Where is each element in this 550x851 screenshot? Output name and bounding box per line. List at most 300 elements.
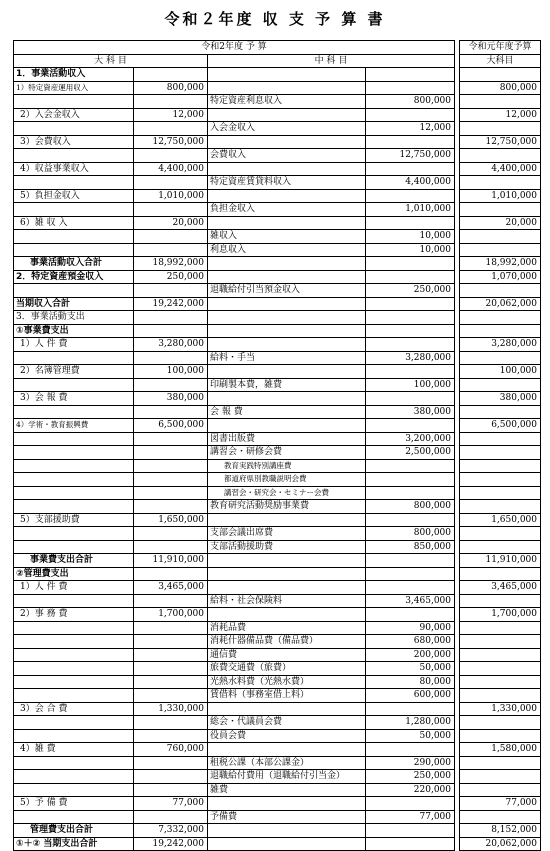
- prev-year-amount-cell: [460, 122, 541, 136]
- table-row: [14, 95, 541, 109]
- middle-item-cell: 支部活動援助費: [208, 540, 366, 554]
- major-item-cell: 1）人 件 費: [14, 581, 134, 595]
- prev-year-amount-cell: 12,750,000: [460, 135, 541, 149]
- table-row: [14, 108, 541, 122]
- middle-amount-cell: 380,000: [366, 405, 455, 419]
- middle-amount-cell: 12,750,000: [366, 149, 455, 163]
- major-item-cell: [14, 446, 134, 460]
- major-item-cell: [14, 675, 134, 689]
- middle-amount-cell: [366, 338, 455, 352]
- major-amount-cell: 19,242,000: [134, 837, 208, 851]
- major-amount-cell: [134, 486, 208, 500]
- middle-item-cell: 利息収入: [208, 243, 366, 257]
- prev-year-amount-cell: [460, 689, 541, 703]
- major-amount-cell: [134, 567, 208, 581]
- table-row: [14, 567, 541, 581]
- table-row: [14, 392, 541, 406]
- major-item-cell: [14, 689, 134, 703]
- middle-item-cell: [208, 608, 366, 622]
- major-amount-cell: [134, 446, 208, 460]
- middle-item-cell: 予備費: [208, 810, 366, 824]
- middle-amount-cell: 290,000: [366, 756, 455, 770]
- major-amount-cell: [134, 176, 208, 190]
- major-item-cell: ①事業費支出: [14, 324, 134, 338]
- header-row-1: [14, 41, 541, 55]
- prev-year-amount-cell: [460, 810, 541, 824]
- major-amount-cell: 6,500,000: [134, 419, 208, 433]
- prev-year-amount-cell: 8,152,000: [460, 824, 541, 838]
- prev-year-amount-cell: [460, 405, 541, 419]
- major-amount-cell: 800,000: [134, 81, 208, 95]
- prev-year-amount-cell: [460, 68, 541, 82]
- major-amount-cell: 250,000: [134, 270, 208, 284]
- middle-amount-cell: [366, 68, 455, 82]
- table-row: [14, 365, 541, 379]
- middle-amount-cell: [366, 135, 455, 149]
- major-amount-cell: 3,280,000: [134, 338, 208, 352]
- middle-item-cell: 入会金収入: [208, 122, 366, 136]
- prev-year-amount-cell: [460, 527, 541, 541]
- prev-year-amount-cell: [460, 662, 541, 676]
- middle-item-cell: 退職給付引当預金収入: [208, 284, 366, 298]
- major-amount-cell: [134, 783, 208, 797]
- prev-year-amount-cell: 1,700,000: [460, 608, 541, 622]
- prev-year-amount-cell: [460, 770, 541, 784]
- major-item-cell: [14, 284, 134, 298]
- table-row: [14, 837, 541, 851]
- prev-year-amount-cell: 380,000: [460, 392, 541, 406]
- major-item-cell: ①＋② 当期支出合計: [14, 837, 134, 851]
- middle-amount-cell: 100,000: [366, 378, 455, 392]
- major-amount-cell: [134, 689, 208, 703]
- major-amount-cell: 12,000: [134, 108, 208, 122]
- major-item-cell: 4）学術・教育振興費: [14, 419, 134, 433]
- prev-year-amount-cell: 1,650,000: [460, 513, 541, 527]
- prev-year-amount-cell: [460, 675, 541, 689]
- prev-year-amount-cell: 20,062,000: [460, 837, 541, 851]
- major-amount-cell: [134, 621, 208, 635]
- budget-table: [13, 40, 541, 851]
- prev-year-amount-cell: [460, 203, 541, 217]
- middle-amount-cell: [366, 837, 455, 851]
- middle-amount-cell: [366, 189, 455, 203]
- major-item-cell: [14, 756, 134, 770]
- prev-year-amount-cell: [460, 500, 541, 514]
- prev-year-amount-cell: 6,500,000: [460, 419, 541, 433]
- prev-year-amount-cell: [460, 729, 541, 743]
- middle-amount-cell: 10,000: [366, 243, 455, 257]
- major-item-cell: [14, 594, 134, 608]
- middle-item-cell: 雑収入: [208, 230, 366, 244]
- table-row: [14, 797, 541, 811]
- major-amount-cell: [134, 243, 208, 257]
- middle-item-cell: [208, 365, 366, 379]
- major-amount-cell: [134, 675, 208, 689]
- middle-amount-cell: 800,000: [366, 95, 455, 109]
- major-item-cell: [14, 122, 134, 136]
- major-item-cell: [14, 770, 134, 784]
- major-amount-cell: [134, 95, 208, 109]
- middle-item-cell: 負担金収入: [208, 203, 366, 217]
- middle-item-cell: 雑費: [208, 783, 366, 797]
- table-row: [14, 540, 541, 554]
- middle-amount-cell: [366, 270, 455, 284]
- major-item-cell: [14, 635, 134, 649]
- prev-major-column-header: 大科目: [460, 54, 541, 68]
- middle-item-cell: [208, 108, 366, 122]
- major-item-cell: [14, 149, 134, 163]
- major-item-cell: [14, 176, 134, 190]
- table-row: [14, 351, 541, 365]
- major-item-cell: [14, 783, 134, 797]
- table-row: [14, 311, 541, 325]
- middle-item-cell: [208, 162, 366, 176]
- table-row: [14, 675, 541, 689]
- middle-item-cell: 賃借料（事務室借上料）: [208, 689, 366, 703]
- table-row: [14, 810, 541, 824]
- table-row: [14, 230, 541, 244]
- middle-amount-cell: 77,000: [366, 810, 455, 824]
- table-row: [14, 473, 541, 487]
- middle-amount-cell: 10,000: [366, 230, 455, 244]
- middle-item-cell: [208, 324, 366, 338]
- major-item-cell: 3）会費収入: [14, 135, 134, 149]
- major-column-header: 大 科 目: [14, 54, 208, 68]
- middle-amount-cell: 50,000: [366, 729, 455, 743]
- prev-year-amount-cell: 3,280,000: [460, 338, 541, 352]
- prev-year-amount-cell: [460, 716, 541, 730]
- prev-year-amount-cell: 1,070,000: [460, 270, 541, 284]
- major-amount-cell: 3,465,000: [134, 581, 208, 595]
- prev-year-amount-cell: [460, 473, 541, 487]
- middle-amount-cell: [366, 608, 455, 622]
- prev-year-amount-cell: [460, 324, 541, 338]
- middle-item-cell: 特定資産賃貸料収入: [208, 176, 366, 190]
- middle-amount-cell: [366, 743, 455, 757]
- prev-year-amount-cell: [460, 446, 541, 460]
- table-row: [14, 189, 541, 203]
- middle-item-cell: 会 報 費: [208, 405, 366, 419]
- table-row: [14, 743, 541, 757]
- middle-amount-cell: 90,000: [366, 621, 455, 635]
- middle-amount-cell: [366, 162, 455, 176]
- middle-amount-cell: [366, 311, 455, 325]
- middle-item-cell: 講習会・研修会費: [208, 446, 366, 460]
- major-item-cell: 3）会 合 費: [14, 702, 134, 716]
- major-item-cell: [14, 459, 134, 473]
- middle-item-cell: 旅費交通費（旅費）: [208, 662, 366, 676]
- prev-year-amount-cell: 20,062,000: [460, 297, 541, 311]
- prev-year-header: 令和元年度予算: [460, 41, 541, 55]
- major-amount-cell: [134, 716, 208, 730]
- major-amount-cell: [134, 122, 208, 136]
- middle-item-cell: 消耗品費: [208, 621, 366, 635]
- middle-item-cell: 支部会議出席費: [208, 527, 366, 541]
- major-item-cell: [14, 473, 134, 487]
- middle-amount-cell: 800,000: [366, 500, 455, 514]
- major-item-cell: 当期収入合計: [14, 297, 134, 311]
- middle-item-cell: [208, 270, 366, 284]
- prev-year-amount-cell: [460, 540, 541, 554]
- major-amount-cell: [134, 540, 208, 554]
- middle-amount-cell: 600,000: [366, 689, 455, 703]
- major-amount-cell: [134, 203, 208, 217]
- table-row: [14, 324, 541, 338]
- major-amount-cell: 4,400,000: [134, 162, 208, 176]
- major-item-cell: [14, 621, 134, 635]
- middle-item-cell: [208, 702, 366, 716]
- middle-amount-cell: [366, 257, 455, 271]
- middle-amount-cell: [366, 581, 455, 595]
- major-amount-cell: [134, 648, 208, 662]
- middle-item-cell: [208, 297, 366, 311]
- major-amount-cell: [134, 459, 208, 473]
- major-amount-cell: 1,650,000: [134, 513, 208, 527]
- major-amount-cell: 12,750,000: [134, 135, 208, 149]
- table-row: [14, 527, 541, 541]
- middle-item-cell: [208, 797, 366, 811]
- middle-item-cell: [208, 837, 366, 851]
- middle-amount-cell: [366, 486, 455, 500]
- prev-year-amount-cell: 1,580,000: [460, 743, 541, 757]
- major-amount-cell: 11,910,000: [134, 554, 208, 568]
- major-amount-cell: 380,000: [134, 392, 208, 406]
- table-row: [14, 635, 541, 649]
- middle-item-cell: 総会・代議員会費: [208, 716, 366, 730]
- table-row: [14, 581, 541, 595]
- table-row: [14, 662, 541, 676]
- major-item-cell: 2）事 務 費: [14, 608, 134, 622]
- middle-item-cell: [208, 338, 366, 352]
- major-item-cell: [14, 405, 134, 419]
- middle-amount-cell: [366, 824, 455, 838]
- middle-amount-cell: [366, 324, 455, 338]
- middle-amount-cell: [366, 81, 455, 95]
- middle-amount-cell: [366, 392, 455, 406]
- table-row: [14, 459, 541, 473]
- table-row: [14, 243, 541, 257]
- major-item-cell: 事業費支出合計: [14, 554, 134, 568]
- middle-item-cell: [208, 311, 366, 325]
- major-amount-cell: [134, 405, 208, 419]
- middle-item-cell: [208, 68, 366, 82]
- major-item-cell: 3）会 報 費: [14, 392, 134, 406]
- middle-amount-cell: 680,000: [366, 635, 455, 649]
- middle-item-cell: [208, 743, 366, 757]
- table-row: [14, 608, 541, 622]
- prev-year-amount-cell: [460, 432, 541, 446]
- table-row: [14, 756, 541, 770]
- middle-item-cell: [208, 554, 366, 568]
- table-row: [14, 203, 541, 217]
- major-item-cell: 6）雑 収 入: [14, 216, 134, 230]
- middle-amount-cell: [366, 513, 455, 527]
- middle-amount-cell: 850,000: [366, 540, 455, 554]
- table-row: [14, 486, 541, 500]
- middle-column-header: 中 科 目: [208, 54, 455, 68]
- middle-amount-cell: 220,000: [366, 783, 455, 797]
- major-item-cell: [14, 432, 134, 446]
- prev-year-amount-cell: [460, 243, 541, 257]
- major-amount-cell: [134, 729, 208, 743]
- table-row: [14, 149, 541, 163]
- table-row: [14, 68, 541, 82]
- major-item-cell: [14, 243, 134, 257]
- major-item-cell: 1．事業活動収入: [14, 68, 134, 82]
- major-item-cell: 1）人 件 費: [14, 338, 134, 352]
- major-item-cell: 2）入会金収入: [14, 108, 134, 122]
- table-row: [14, 689, 541, 703]
- prev-year-amount-cell: 77,000: [460, 797, 541, 811]
- major-amount-cell: [134, 324, 208, 338]
- middle-item-cell: 給料・手当: [208, 351, 366, 365]
- middle-amount-cell: 80,000: [366, 675, 455, 689]
- middle-item-cell: 会費収入: [208, 149, 366, 163]
- major-item-cell: [14, 810, 134, 824]
- table-row: [14, 783, 541, 797]
- table-row: [14, 81, 541, 95]
- major-amount-cell: 19,242,000: [134, 297, 208, 311]
- middle-item-cell: [208, 257, 366, 271]
- budget-body: [14, 68, 541, 851]
- table-row: [14, 770, 541, 784]
- middle-amount-cell: [366, 554, 455, 568]
- middle-item-cell: [208, 419, 366, 433]
- table-row: [14, 135, 541, 149]
- major-amount-cell: 100,000: [134, 365, 208, 379]
- prev-year-amount-cell: [460, 621, 541, 635]
- table-row: [14, 216, 541, 230]
- middle-amount-cell: 800,000: [366, 527, 455, 541]
- major-item-cell: [14, 378, 134, 392]
- table-row: [14, 432, 541, 446]
- middle-item-cell: [208, 581, 366, 595]
- major-amount-cell: [134, 473, 208, 487]
- table-row: [14, 405, 541, 419]
- middle-amount-cell: [366, 297, 455, 311]
- major-amount-cell: [134, 351, 208, 365]
- prev-year-amount-cell: [460, 783, 541, 797]
- major-item-cell: 管理費支出合計: [14, 824, 134, 838]
- table-row: [14, 257, 541, 271]
- major-amount-cell: 7,332,000: [134, 824, 208, 838]
- middle-item-cell: [208, 216, 366, 230]
- prev-year-amount-cell: 11,910,000: [460, 554, 541, 568]
- major-item-cell: [14, 662, 134, 676]
- major-item-cell: [14, 486, 134, 500]
- middle-item-cell: [208, 567, 366, 581]
- prev-year-amount-cell: [460, 176, 541, 190]
- middle-item-cell: [208, 189, 366, 203]
- major-amount-cell: [134, 770, 208, 784]
- major-item-cell: [14, 95, 134, 109]
- table-row: [14, 446, 541, 460]
- prev-year-amount-cell: 3,465,000: [460, 581, 541, 595]
- middle-item-cell: 租税公課（本部公課金）: [208, 756, 366, 770]
- major-item-cell: 5）支部援助費: [14, 513, 134, 527]
- prev-year-amount-cell: 100,000: [460, 365, 541, 379]
- major-amount-cell: [134, 432, 208, 446]
- middle-amount-cell: [366, 473, 455, 487]
- major-item-cell: 1）特定資産運用収入: [14, 81, 134, 95]
- middle-amount-cell: 3,465,000: [366, 594, 455, 608]
- prev-year-amount-cell: [460, 648, 541, 662]
- document-title: 令和２年度 収 支 予 算 書: [164, 10, 386, 28]
- major-item-cell: 事業活動収入合計: [14, 257, 134, 271]
- major-item-cell: [14, 351, 134, 365]
- header-row-2: [14, 54, 541, 68]
- middle-amount-cell: [366, 108, 455, 122]
- table-row: [14, 621, 541, 635]
- middle-item-cell: 講習会・研究会・セミナー会費: [208, 486, 366, 500]
- prev-year-amount-cell: 4,400,000: [460, 162, 541, 176]
- middle-item-cell: 教育研究活動奨励事業費: [208, 500, 366, 514]
- middle-amount-cell: 1,280,000: [366, 716, 455, 730]
- prev-year-amount-cell: [460, 311, 541, 325]
- major-amount-cell: 1,010,000: [134, 189, 208, 203]
- prev-year-amount-cell: 1,010,000: [460, 189, 541, 203]
- table-row: [14, 513, 541, 527]
- major-amount-cell: 77,000: [134, 797, 208, 811]
- major-amount-cell: [134, 500, 208, 514]
- middle-item-cell: [208, 135, 366, 149]
- prev-year-amount-cell: [460, 594, 541, 608]
- middle-amount-cell: [366, 459, 455, 473]
- middle-item-cell: 光熱水料費（光熱水費）: [208, 675, 366, 689]
- table-row: [14, 648, 541, 662]
- major-amount-cell: 1,700,000: [134, 608, 208, 622]
- middle-amount-cell: 12,000: [366, 122, 455, 136]
- major-amount-cell: [134, 594, 208, 608]
- major-item-cell: [14, 716, 134, 730]
- major-amount-cell: [134, 378, 208, 392]
- major-amount-cell: 1,330,000: [134, 702, 208, 716]
- middle-amount-cell: [366, 216, 455, 230]
- major-item-cell: ②管理費支出: [14, 567, 134, 581]
- major-amount-cell: [134, 756, 208, 770]
- prev-year-amount-cell: 12,000: [460, 108, 541, 122]
- prev-year-amount-cell: [460, 230, 541, 244]
- middle-amount-cell: 3,200,000: [366, 432, 455, 446]
- middle-amount-cell: 1,010,000: [366, 203, 455, 217]
- prev-year-amount-cell: [460, 284, 541, 298]
- middle-amount-cell: 3,280,000: [366, 351, 455, 365]
- major-item-cell: 5）予 備 費: [14, 797, 134, 811]
- middle-amount-cell: 200,000: [366, 648, 455, 662]
- middle-amount-cell: [366, 419, 455, 433]
- middle-amount-cell: 250,000: [366, 284, 455, 298]
- table-row: [14, 554, 541, 568]
- major-item-cell: 2）名簿管理費: [14, 365, 134, 379]
- prev-year-amount-cell: [460, 486, 541, 500]
- major-amount-cell: [134, 810, 208, 824]
- table-row: [14, 594, 541, 608]
- middle-amount-cell: [366, 702, 455, 716]
- middle-item-cell: 役員会費: [208, 729, 366, 743]
- prev-year-amount-cell: 800,000: [460, 81, 541, 95]
- middle-amount-cell: 250,000: [366, 770, 455, 784]
- major-item-cell: [14, 230, 134, 244]
- major-item-cell: 4）雑 費: [14, 743, 134, 757]
- middle-item-cell: 教育実践特別講座費: [208, 459, 366, 473]
- table-row: [14, 162, 541, 176]
- middle-amount-cell: 50,000: [366, 662, 455, 676]
- table-row: [14, 419, 541, 433]
- table-row: [14, 729, 541, 743]
- major-item-cell: 4）収益事業収入: [14, 162, 134, 176]
- prev-year-amount-cell: 20,000: [460, 216, 541, 230]
- table-row: [14, 378, 541, 392]
